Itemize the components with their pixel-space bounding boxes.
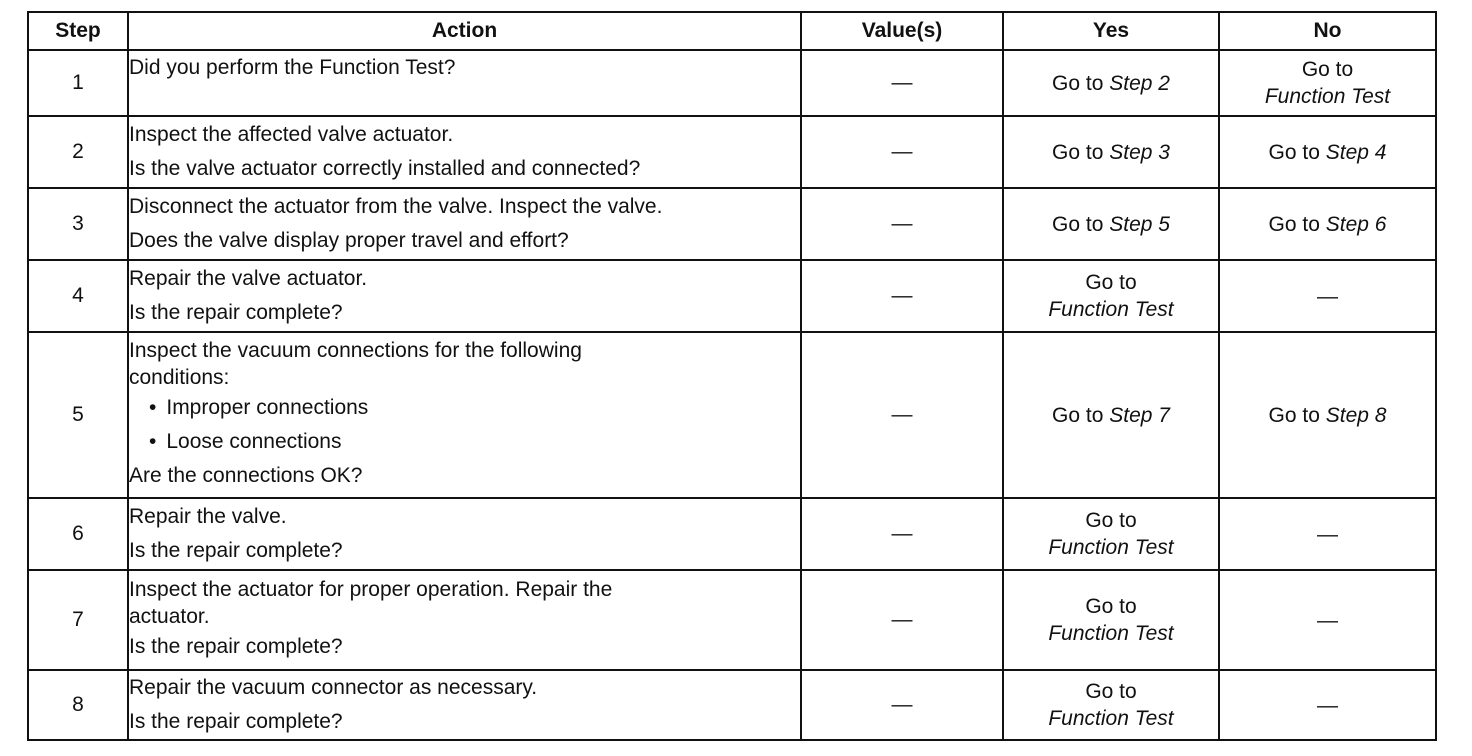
action-question: Does the valve display proper travel and effort?	[129, 229, 569, 252]
step-number: 5	[28, 332, 128, 498]
action-text-continued: actuator.	[129, 605, 210, 628]
yes-cell	[1003, 260, 1219, 332]
step-number: 8	[28, 670, 128, 740]
value-cell: —	[801, 116, 1003, 188]
yes-target: Function Test	[1048, 298, 1174, 321]
yes-target: Step 2	[1109, 71, 1170, 95]
action-cell	[128, 260, 801, 332]
no-target: Step 4	[1325, 140, 1387, 164]
action-text: Repair the vacuum connector as necessary.	[129, 676, 538, 699]
action-text: Disconnect the actuator from the valve. Inspect the valve.	[129, 195, 663, 218]
header-no: No	[1219, 12, 1436, 50]
no-target: Step 8	[1325, 403, 1387, 427]
value-cell: —	[801, 670, 1003, 740]
step-number: 3	[28, 188, 128, 260]
yes-prefix: Go to	[1085, 595, 1137, 618]
table-row	[28, 570, 1436, 670]
table-row	[28, 260, 1436, 332]
action-question: Is the repair complete?	[129, 635, 343, 658]
no-target: Step 6	[1325, 212, 1387, 236]
no-prefix: Go to	[1301, 58, 1354, 81]
action-cell	[128, 50, 801, 116]
value-cell: —	[801, 188, 1003, 260]
value-cell: —	[801, 50, 1003, 116]
no-cell: —	[1219, 260, 1436, 332]
step-number: 1	[28, 50, 128, 116]
yes-cell	[1003, 116, 1219, 188]
yes-prefix: Go to	[1052, 212, 1104, 236]
bullet-item: • Loose connections	[129, 425, 800, 459]
table-row	[28, 670, 1436, 740]
action-text: Repair the valve actuator.	[129, 267, 368, 290]
step-number: 7	[28, 570, 128, 670]
value-cell: —	[801, 260, 1003, 332]
action-text-continued: conditions:	[129, 366, 230, 389]
action-question: Is the repair complete?	[129, 539, 343, 562]
action-cell	[128, 670, 801, 740]
action-question: Are the connections OK?	[129, 464, 363, 487]
action-text: Inspect the vacuum connections for the following	[129, 339, 582, 362]
no-cell	[1219, 332, 1436, 498]
yes-target: Function Test	[1048, 536, 1174, 559]
value-cell: —	[801, 332, 1003, 498]
yes-prefix: Go to	[1052, 140, 1104, 164]
action-cell	[128, 332, 801, 498]
value-cell: —	[801, 498, 1003, 570]
action-text: Inspect the affected valve actuator.	[129, 123, 454, 146]
yes-prefix: Go to	[1085, 271, 1137, 294]
step-number: 4	[28, 260, 128, 332]
no-cell	[1219, 50, 1436, 116]
yes-cell	[1003, 570, 1219, 670]
action-question: Is the valve actuator correctly installed and connected?	[129, 157, 641, 180]
value-cell: —	[801, 570, 1003, 670]
no-cell	[1219, 188, 1436, 260]
header-action: Action	[128, 12, 801, 50]
table-row	[28, 332, 1436, 498]
yes-prefix: Go to	[1085, 509, 1137, 532]
action-question: Is the repair complete?	[129, 301, 343, 324]
action-cell	[128, 188, 801, 260]
yes-prefix: Go to	[1052, 71, 1104, 95]
table-row	[28, 498, 1436, 570]
yes-cell	[1003, 670, 1219, 740]
no-prefix: Go to	[1268, 212, 1320, 236]
table-row	[28, 116, 1436, 188]
no-prefix: Go to	[1268, 403, 1320, 427]
yes-prefix: Go to	[1052, 403, 1104, 427]
no-cell: —	[1219, 670, 1436, 740]
header-step: Step	[28, 12, 128, 50]
header-row	[28, 12, 1436, 50]
step-number: 6	[28, 498, 128, 570]
bullet-item: • Improper connections	[129, 391, 800, 425]
no-prefix: Go to	[1268, 140, 1320, 164]
yes-target: Step 5	[1109, 212, 1170, 236]
step-number: 2	[28, 116, 128, 188]
table-row	[28, 50, 1436, 116]
yes-target: Function Test	[1048, 707, 1174, 730]
action-cell	[128, 498, 801, 570]
no-cell: —	[1219, 498, 1436, 570]
yes-target: Step 3	[1109, 140, 1170, 164]
diagnostic-table	[27, 11, 1437, 741]
no-cell: —	[1219, 570, 1436, 670]
yes-cell	[1003, 50, 1219, 116]
action-cell	[128, 116, 801, 188]
header-values: Value(s)	[801, 12, 1003, 50]
no-target: Function Test	[1264, 85, 1391, 108]
yes-cell	[1003, 498, 1219, 570]
yes-target: Step 7	[1109, 403, 1170, 427]
action-question: Is the repair complete?	[129, 710, 343, 733]
action-text: Repair the valve.	[129, 505, 287, 528]
action-text: Inspect the actuator for proper operation. Repair the	[129, 578, 613, 601]
action-cell	[128, 570, 801, 670]
table-row	[28, 188, 1436, 260]
yes-cell	[1003, 332, 1219, 498]
yes-prefix: Go to	[1085, 680, 1137, 703]
header-yes: Yes	[1003, 12, 1219, 50]
no-cell	[1219, 116, 1436, 188]
yes-target: Function Test	[1048, 622, 1174, 645]
yes-cell	[1003, 188, 1219, 260]
action-text: Did you perform the Function Test?	[129, 56, 456, 79]
